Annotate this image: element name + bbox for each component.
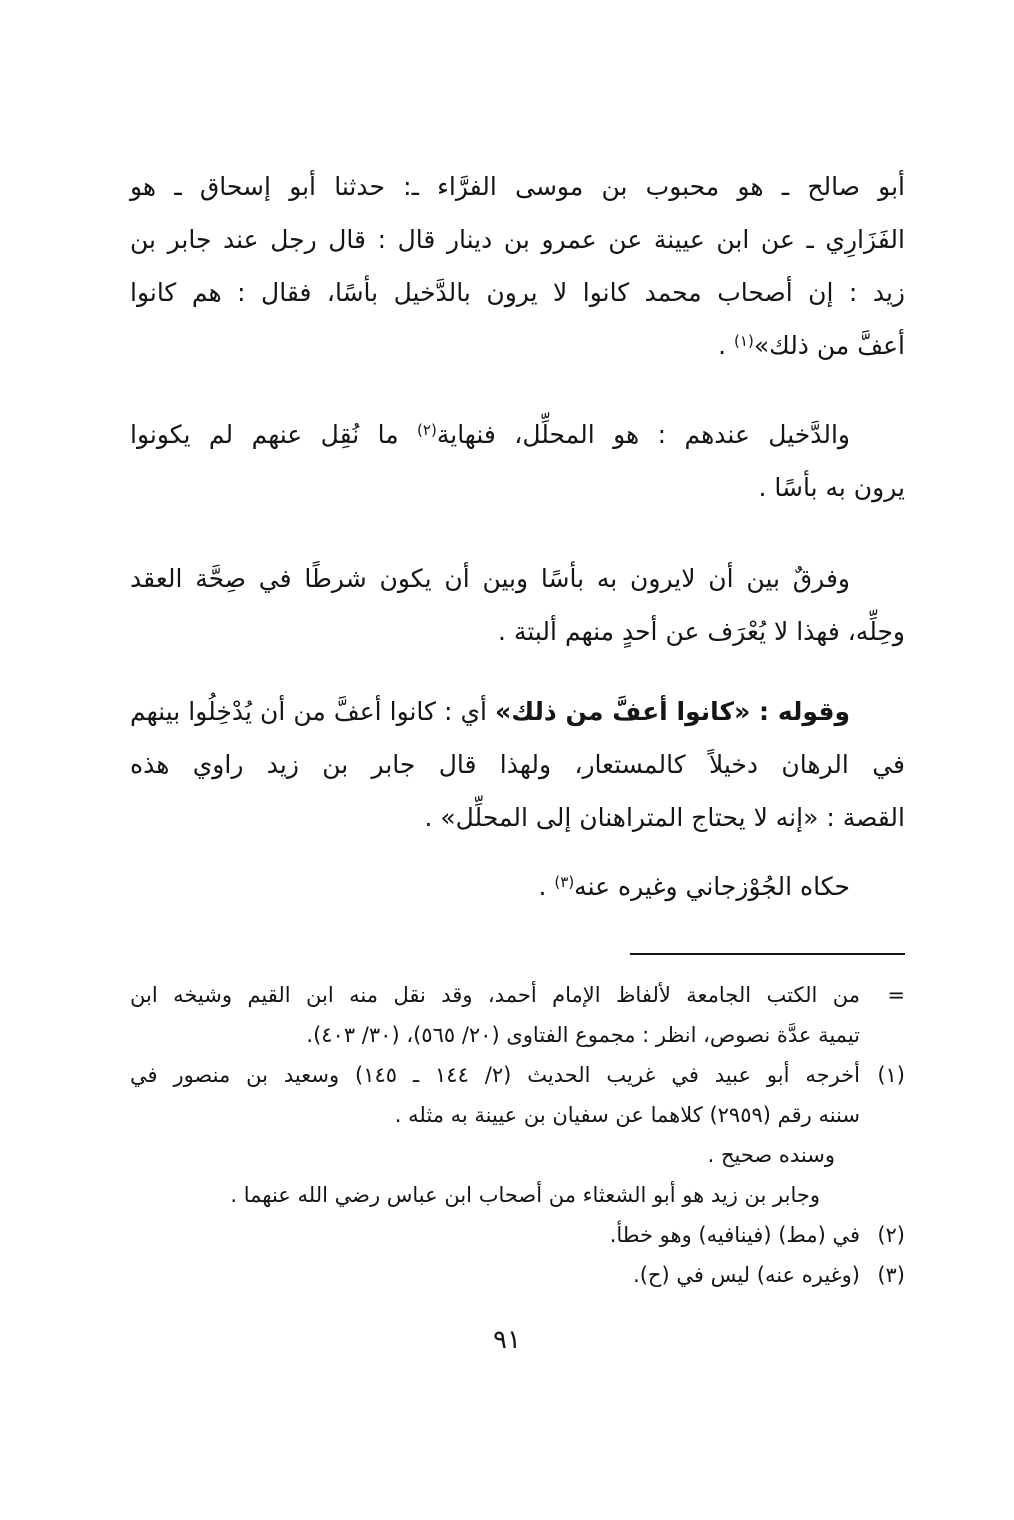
paragraph-1 [130, 160, 905, 372]
footnote-line: في (مط) (فينافيه) وهو خطأ. [609, 1223, 860, 1247]
footnote-marker: (٣) [877, 1263, 905, 1287]
footnote-marker: (٢) [877, 1223, 905, 1247]
footnote-line: تيمية عدَّة نصوص، انظر : مجموع الفتاوى (٢٠/ ٥٦٥)، (٣٠/ ٤٠٣). [306, 1023, 860, 1047]
text-line: أبو صالح ـ هو محبوب بن موسى الفرَّاء ـ: حدثنا أبو إسحاق ـ هو [130, 172, 905, 201]
text-line: في الرهان دخيلاً كالمستعار، ولهذا قال جابر بن زيد راوي هذه [130, 750, 905, 779]
footnote-3 [130, 1255, 905, 1295]
text-segment: أعفَّ من ذلك» [753, 331, 905, 360]
footnotes [130, 975, 905, 1295]
text-segment: حكاه الجُوْزجاني وغيره عنه [574, 872, 850, 901]
text-line: الفَزَارِي ـ عن ابن عيينة عن عمرو بن دينار قال : قال رجل عند جابر بن [130, 225, 905, 254]
footnote-line: (وغيره عنه) ليس في (ح). [633, 1263, 860, 1287]
footnote-body [130, 1055, 860, 1215]
page-number: ٩١ [493, 1325, 521, 1355]
text-line [130, 685, 905, 738]
footnote-body [130, 975, 860, 1055]
text-line: وحِلِّه، فهذا لا يُعْرَف عن أحدٍ منهم ألبتة . [498, 617, 905, 646]
text-line [130, 408, 905, 461]
bold-quote: «كانوا أعفَّ من ذلك» [495, 697, 751, 726]
text-line: زيد : إن أصحاب محمد كانوا لا يرون بالدَّخيل بأسًا، فقال : هم كانوا [130, 278, 905, 307]
footnote-ref-2: (٢) [417, 420, 437, 439]
footnote-ref-1: (١) [734, 331, 754, 350]
text-line [130, 319, 905, 372]
footnote-ref-3: (٣) [554, 872, 575, 891]
paragraph-5 [130, 860, 905, 913]
paragraph-4 [130, 685, 905, 844]
footnote-line: وجابر بن زيد هو أبو الشعثاء من أصحاب ابن عباس رضي الله عنهما . [230, 1183, 820, 1207]
footnote-separator [630, 953, 905, 955]
text-line: القصة : «إنه لا يحتاج المتراهنان إلى المحلِّل» . [424, 803, 905, 832]
footnote-marker: = [887, 983, 905, 1007]
text-line: وفرقٌ بين أن لايرون به بأسًا وبين أن يكون شرطًا في صِحَّة العقد [130, 564, 850, 593]
footnote-body [130, 1215, 860, 1255]
footnote-1 [130, 1055, 905, 1215]
text-segment: . [538, 872, 555, 901]
text-segment: . [718, 331, 735, 360]
text-segment: ما نُقِل عنهم لم يكونوا [130, 420, 418, 449]
footnote-marker: (١) [877, 1063, 905, 1087]
paragraph-2 [130, 408, 905, 514]
footnote-body [130, 1255, 860, 1295]
text-segment: أي : كانوا أعفَّ من أن يُدْخِلُوا بينهم [130, 697, 496, 726]
footnote-2 [130, 1215, 905, 1255]
text-segment: والدَّخيل عندهم : هو المحلِّل، فنهاية [436, 420, 850, 449]
footnote-line: أخرجه أبو عبيد في غريب الحديث (٢/ ١٤٤ ـ ١٤٥) وسعيد بن منصور في [130, 1063, 860, 1087]
paragraph-3 [130, 552, 905, 658]
bold-lead: وقوله : [750, 697, 851, 726]
text-line [130, 860, 905, 913]
footnote-line: سننه رقم (٢٩٥٩) كلاهما عن سفيان بن عيينة به مثله . [394, 1103, 860, 1127]
footnote-line: من الكتب الجامعة لألفاظ الإمام أحمد، وقد نقل منه ابن القيم وشيخه ابن [130, 983, 860, 1007]
footnote-continued [130, 975, 905, 1055]
text-line: يرون به بأسًا . [758, 473, 905, 502]
footnote-line: وسنده صحيح . [707, 1143, 835, 1167]
